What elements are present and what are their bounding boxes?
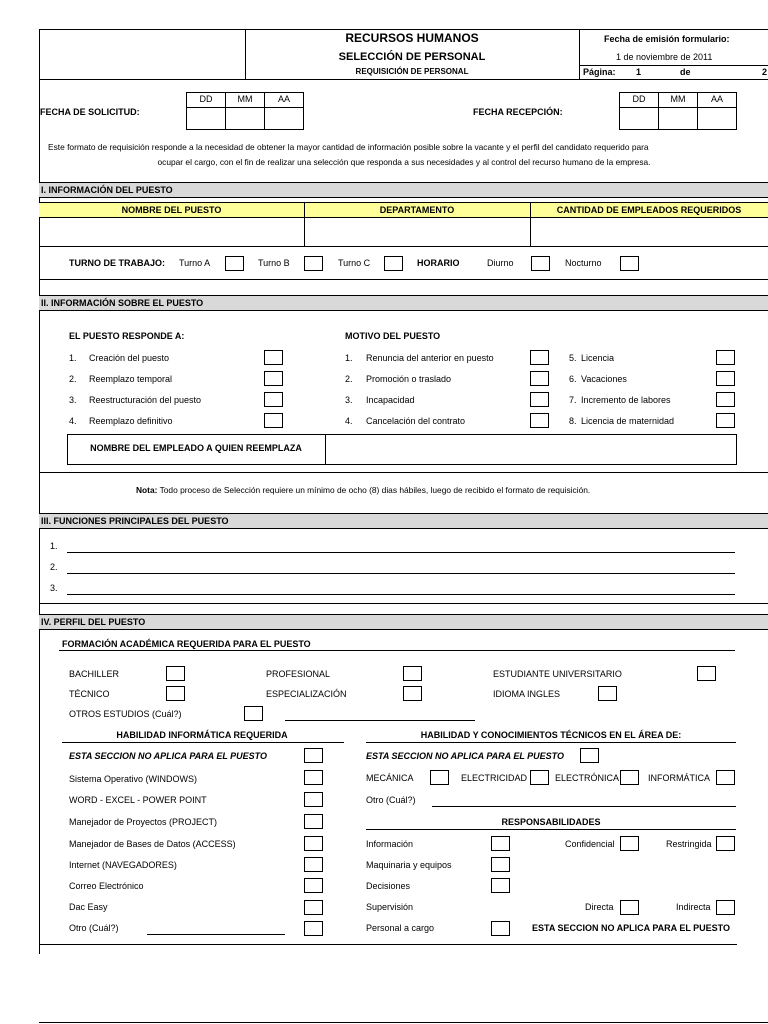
resp-informacion-checkbox[interactable] bbox=[491, 836, 510, 851]
reason-num-7: 7. bbox=[569, 395, 577, 405]
header-bottom-border bbox=[39, 79, 768, 80]
academic-underline bbox=[59, 650, 735, 651]
responds-checkbox-4[interactable] bbox=[264, 413, 283, 428]
resp-confidencial-label: Confidencial bbox=[565, 839, 615, 849]
section-2-header bbox=[39, 295, 768, 311]
shift-b-label: Turno B bbox=[258, 258, 290, 268]
resp-restringida-label: Restringida bbox=[666, 839, 712, 849]
reason-num-2: 2. bbox=[345, 374, 353, 384]
page-of-label: de bbox=[680, 67, 691, 77]
informatica-checkbox[interactable] bbox=[716, 770, 735, 785]
page-number: 1 bbox=[636, 67, 642, 77]
it-checkbox-2[interactable] bbox=[304, 792, 323, 807]
tecnico-checkbox[interactable] bbox=[166, 686, 185, 701]
it-checkbox-7[interactable] bbox=[304, 900, 323, 915]
it-skills-underline bbox=[62, 742, 344, 743]
reason-num-4: 4. bbox=[345, 416, 353, 426]
shift-a-label: Turno A bbox=[179, 258, 211, 268]
reason-item-3: Incapacidad bbox=[366, 395, 415, 405]
request-date-label: FECHA DE SOLICITUD: bbox=[40, 107, 140, 117]
responds-item-2: Reemplazo temporal bbox=[89, 374, 173, 384]
section-4-header bbox=[39, 614, 768, 630]
position-name-header: NOMBRE DEL PUESTO bbox=[121, 205, 222, 215]
night-label: Nocturno bbox=[565, 258, 602, 268]
tecnico-label: TÉCNICO bbox=[69, 689, 110, 699]
it-item-7: Dac Easy bbox=[69, 902, 108, 912]
section-4-title: IV. PERFIL DEL PUESTO bbox=[41, 617, 146, 627]
resp-decisiones-label: Decisiones bbox=[366, 881, 411, 891]
header-subtitle: SELECCIÓN DE PERSONAL bbox=[338, 51, 486, 63]
shift-row-bottom bbox=[39, 279, 768, 280]
section-3-title: III. FUNCIONES PRINCIPALES DEL PUESTO bbox=[41, 516, 229, 526]
selection-note bbox=[136, 485, 590, 496]
responds-item-4: Reemplazo definitivo bbox=[89, 416, 173, 426]
header-divider-right bbox=[579, 29, 580, 79]
it-item-2: WORD - EXCEL - POWER POINT bbox=[69, 795, 207, 805]
resp-decisiones-checkbox[interactable] bbox=[491, 878, 510, 893]
reason-checkbox-2[interactable] bbox=[530, 371, 549, 386]
it-skills-title: HABILIDAD INFORMÁTICA REQUERIDA bbox=[116, 730, 288, 740]
reception-dd-header: DD bbox=[619, 92, 659, 108]
it-na-label: ESTA SECCION NO APLICA PARA EL PUESTO bbox=[69, 751, 268, 761]
reason-item-5: Licencia bbox=[581, 353, 615, 363]
informatica-label: INFORMÁTICA bbox=[648, 773, 710, 783]
resp-indirecta-checkbox[interactable] bbox=[716, 900, 735, 915]
function-num-1: 1. bbox=[50, 541, 58, 551]
tech-na-label: ESTA SECCION NO APLICA PARA EL PUESTO bbox=[366, 751, 565, 761]
reception-aa-header: AA bbox=[697, 92, 737, 108]
reason-item-1: Renuncia del anterior en puesto bbox=[366, 353, 494, 363]
request-aa-input[interactable] bbox=[264, 107, 304, 130]
request-dd-header: DD bbox=[186, 92, 226, 108]
reason-item-4: Cancelación del contrato bbox=[366, 416, 466, 426]
reason-checkbox-5[interactable] bbox=[716, 350, 735, 365]
resp-maquinaria-checkbox[interactable] bbox=[491, 857, 510, 872]
intro-line-1: Este formato de requisición responde a la necesidad de obtener la mayor cantidad de información posible sobre la vacante y el perfil del candidato requerido para bbox=[48, 142, 649, 152]
resp-restringida-checkbox[interactable] bbox=[716, 836, 735, 851]
day-label: Diurno bbox=[487, 258, 514, 268]
reason-num-5: 5. bbox=[569, 353, 577, 363]
mecanica-checkbox[interactable] bbox=[430, 770, 449, 785]
tech-na-checkbox[interactable] bbox=[580, 748, 599, 763]
otros-estudios-checkbox[interactable] bbox=[244, 706, 263, 721]
idioma-label: IDIOMA INGLES bbox=[493, 689, 561, 699]
reason-checkbox-8[interactable] bbox=[716, 413, 735, 428]
estudiante-label: ESTUDIANTE UNIVERSITARIO bbox=[493, 669, 622, 679]
electricidad-label: ELECTRICIDAD bbox=[461, 773, 528, 783]
bachiller-label: BACHILLER bbox=[69, 669, 120, 679]
section-1-header bbox=[39, 182, 768, 198]
resp-personal-checkbox[interactable] bbox=[491, 921, 510, 936]
day-checkbox[interactable] bbox=[531, 256, 550, 271]
it-other-line[interactable] bbox=[147, 934, 285, 935]
function-num-2: 2. bbox=[50, 562, 58, 572]
page-label: Página: bbox=[583, 67, 616, 77]
resp-directa-label: Directa bbox=[585, 902, 614, 912]
section-2-title: II. INFORMACIÓN SOBRE EL PUESTO bbox=[41, 298, 204, 308]
it-item-4: Manejador de Bases de Datos (ACCESS) bbox=[69, 839, 236, 849]
reason-item-7: Incremento de labores bbox=[581, 395, 671, 405]
reception-mm-header: MM bbox=[658, 92, 698, 108]
reason-checkbox-7[interactable] bbox=[716, 392, 735, 407]
function-num-3: 3. bbox=[50, 583, 58, 593]
reason-checkbox-4[interactable] bbox=[530, 413, 549, 428]
resp-na-label: ESTA SECCION NO APLICA PARA EL PUESTO bbox=[532, 923, 731, 933]
header-page-row-line bbox=[579, 65, 768, 66]
header-top-border bbox=[39, 29, 768, 30]
request-mm-input[interactable] bbox=[225, 107, 265, 130]
note-prefix: Nota: bbox=[136, 485, 158, 495]
emission-date-value: 1 de noviembre de 2011 bbox=[616, 52, 713, 62]
especializacion-checkbox[interactable] bbox=[403, 686, 422, 701]
reason-num-3: 3. bbox=[345, 395, 353, 405]
section-1-title: I. INFORMACIÓN DEL PUESTO bbox=[41, 185, 173, 195]
it-checkbox-5[interactable] bbox=[304, 857, 323, 872]
idioma-checkbox[interactable] bbox=[598, 686, 617, 701]
position-name-input[interactable] bbox=[40, 219, 303, 245]
it-checkbox-6[interactable] bbox=[304, 878, 323, 893]
otros-estudios-label: OTROS ESTUDIOS (Cuál?) bbox=[69, 709, 182, 719]
tech-skills-underline bbox=[366, 742, 736, 743]
reason-label: MOTIVO DEL PUESTO bbox=[345, 331, 441, 341]
page-footer-line bbox=[39, 1022, 768, 1023]
request-aa-header: AA bbox=[264, 92, 304, 108]
reception-date-label: FECHA RECEPCIÓN: bbox=[473, 107, 563, 117]
page-total: 2 bbox=[762, 67, 768, 77]
reason-num-8: 8. bbox=[569, 416, 577, 426]
tech-other-label: Otro (Cuál?) bbox=[366, 795, 416, 805]
responds-num-2: 2. bbox=[69, 374, 77, 384]
responds-item-3: Reestructuración del puesto bbox=[89, 395, 202, 405]
tech-skills-title: HABILIDAD Y CONOCIMIENTOS TÉCNICOS EN EL ÁREA DE: bbox=[420, 730, 682, 740]
position-row-bottom bbox=[39, 246, 768, 247]
resp-maquinaria-label: Maquinaria y equipos bbox=[366, 860, 452, 870]
schedule-label: HORARIO bbox=[417, 258, 460, 268]
resp-informacion-label: Información bbox=[366, 839, 414, 849]
shift-b-checkbox[interactable] bbox=[304, 256, 323, 271]
reason-checkbox-3[interactable] bbox=[530, 392, 549, 407]
employee-count-header: CANTIDAD DE EMPLEADOS REQUERIDOS bbox=[556, 205, 742, 215]
replaced-employee-input[interactable] bbox=[326, 435, 736, 464]
it-na-checkbox[interactable] bbox=[304, 748, 323, 763]
responsibilities-underline bbox=[366, 829, 736, 830]
it-item-8: Otro (Cuál?) bbox=[69, 923, 119, 933]
resp-supervision-label: Supervisión bbox=[366, 902, 414, 912]
it-checkbox-3[interactable] bbox=[304, 814, 323, 829]
resp-personal-label: Personal a cargo bbox=[366, 923, 435, 933]
replaced-employee-label: NOMBRE DEL EMPLEADO A QUIEN REEMPLAZA bbox=[90, 443, 302, 453]
it-item-1: Sistema Operativo (WINDOWS) bbox=[69, 774, 198, 784]
responsibilities-title: RESPONSABILIDADES bbox=[501, 817, 601, 827]
tech-other-line[interactable] bbox=[432, 806, 736, 807]
reason-item-2: Promoción o traslado bbox=[366, 374, 452, 384]
department-header: DEPARTAMENTO bbox=[379, 205, 455, 215]
it-checkbox-8[interactable] bbox=[304, 921, 323, 936]
responds-num-1: 1. bbox=[69, 353, 77, 363]
section-2-bottom bbox=[39, 472, 768, 473]
emission-date-label: Fecha de emisión formulario: bbox=[604, 34, 730, 44]
resp-confidencial-checkbox[interactable] bbox=[620, 836, 639, 851]
responds-checkbox-1[interactable] bbox=[264, 350, 283, 365]
it-item-5: Internet (NAVEGADORES) bbox=[69, 860, 177, 870]
estudiante-checkbox[interactable] bbox=[697, 666, 716, 681]
section-3-bottom bbox=[39, 603, 768, 604]
it-item-3: Manejador de Proyectos (PROJECT) bbox=[69, 817, 218, 827]
section-3-header bbox=[39, 513, 768, 529]
form-bottom-border bbox=[39, 944, 737, 945]
responds-label: EL PUESTO RESPONDE A: bbox=[69, 331, 185, 341]
reason-item-8: Licencia de maternidad bbox=[581, 416, 675, 426]
it-checkbox-4[interactable] bbox=[304, 836, 323, 851]
responds-checkbox-3[interactable] bbox=[264, 392, 283, 407]
header-form-name: REQUISICIÓN DE PERSONAL bbox=[355, 67, 469, 76]
department-input[interactable] bbox=[305, 219, 529, 245]
request-dd-input[interactable] bbox=[186, 107, 226, 130]
mecanica-label: MECÁNICA bbox=[366, 773, 414, 783]
reception-dd-input[interactable] bbox=[619, 107, 659, 130]
employee-count-input[interactable] bbox=[531, 219, 767, 245]
reason-checkbox-6[interactable] bbox=[716, 371, 735, 386]
request-mm-header: MM bbox=[225, 92, 265, 108]
resp-directa-checkbox[interactable] bbox=[620, 900, 639, 915]
academic-label: FORMACIÓN ACADÉMICA REQUERIDA PARA EL PUESTO bbox=[62, 639, 311, 649]
bachiller-checkbox[interactable] bbox=[166, 666, 185, 681]
reason-checkbox-1[interactable] bbox=[530, 350, 549, 365]
shift-c-label: Turno C bbox=[338, 258, 371, 268]
shift-label: TURNO DE TRABAJO: bbox=[69, 258, 165, 268]
responds-num-3: 3. bbox=[69, 395, 77, 405]
note-text: Todo proceso de Selección requiere un mínimo de ocho (8) dias hábiles, luego de recibido el formato de requisición. bbox=[159, 485, 591, 495]
electronica-label: ELECTRÓNICA bbox=[555, 773, 620, 783]
shift-a-checkbox[interactable] bbox=[225, 256, 244, 271]
it-item-6: Correo Electrónico bbox=[69, 881, 144, 891]
responds-num-4: 4. bbox=[69, 416, 77, 426]
function-line-2[interactable] bbox=[67, 573, 735, 574]
especializacion-label: ESPECIALIZACIÓN bbox=[266, 689, 347, 699]
intro-line-2: ocupar el cargo, con el fin de realizar una selección que responda a sus necesidades y al control del recurso humano de la empresa. bbox=[157, 157, 651, 167]
reception-mm-input[interactable] bbox=[658, 107, 698, 130]
electricidad-checkbox[interactable] bbox=[530, 770, 549, 785]
profesional-checkbox[interactable] bbox=[403, 666, 422, 681]
shift-c-checkbox[interactable] bbox=[384, 256, 403, 271]
resp-indirecta-label: Indirecta bbox=[676, 902, 711, 912]
reception-aa-input[interactable] bbox=[697, 107, 737, 130]
function-line-3[interactable] bbox=[67, 594, 735, 595]
header-title: RECURSOS HUMANOS bbox=[345, 31, 479, 45]
reason-item-6: Vacaciones bbox=[581, 374, 627, 384]
profesional-label: PROFESIONAL bbox=[266, 669, 331, 679]
responds-checkbox-2[interactable] bbox=[264, 371, 283, 386]
night-checkbox[interactable] bbox=[620, 256, 639, 271]
responds-item-1: Creación del puesto bbox=[89, 353, 170, 363]
function-line-1[interactable] bbox=[67, 552, 735, 553]
reason-num-1: 1. bbox=[345, 353, 353, 363]
reason-num-6: 6. bbox=[569, 374, 577, 384]
electronica-checkbox[interactable] bbox=[620, 770, 639, 785]
it-checkbox-1[interactable] bbox=[304, 770, 323, 785]
otros-estudios-line[interactable] bbox=[285, 720, 475, 721]
